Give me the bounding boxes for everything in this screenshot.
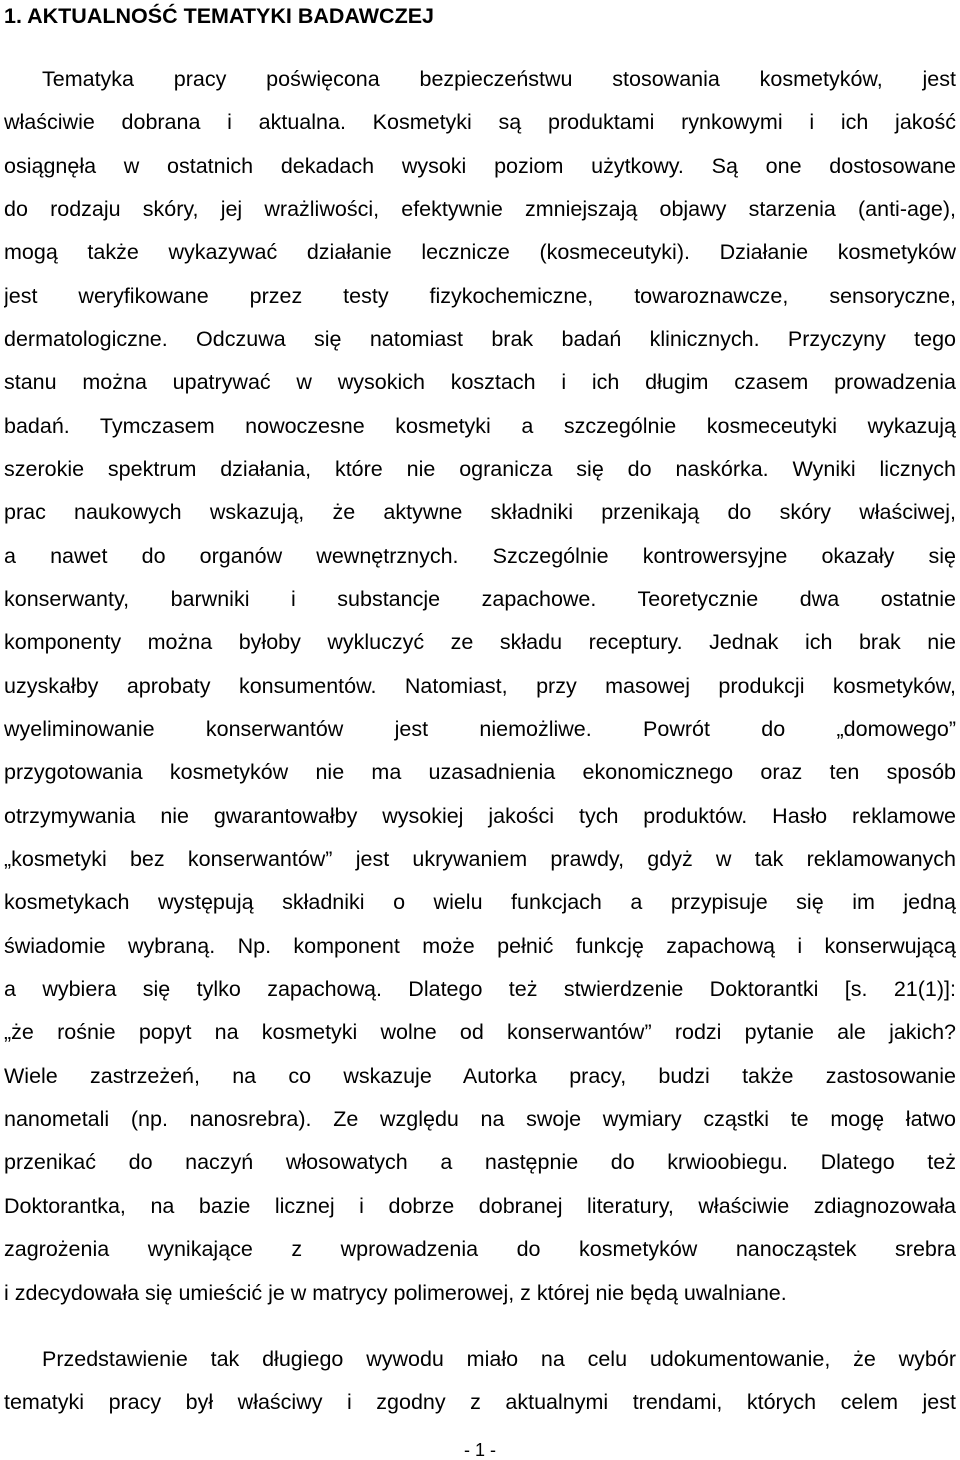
page-number: - 1 - bbox=[463, 1440, 496, 1460]
paragraph-line: Wiele zastrzeżeń, na co wskazuje Autorka pracy, budzi także zastosowanie bbox=[4, 1064, 956, 1088]
paragraph-line: Doktorantka, na bazie licznej i dobrze dobranej literatury, właściwie zdiagnozowała bbox=[4, 1194, 956, 1218]
paragraph-line: otrzymywania nie gwarantowałby wysokiej jakości tych produktów. Hasło reklamowe bbox=[4, 804, 956, 828]
paragraph-line: właściwie dobrana i aktualna. Kosmetyki są produktami rynkowymi i ich jakość bbox=[4, 110, 956, 134]
paragraph-line: uzyskałby aprobaty konsumentów. Natomiast, przy masowej produkcji kosmetyków, bbox=[4, 674, 956, 698]
paragraph-line: a nawet do organów wewnętrznych. Szczególnie kontrowersyjne okazały się bbox=[4, 544, 956, 568]
paragraph-line: Tematyka pracy poświęcona bezpieczeństwu stosowania kosmetyków, jest bbox=[42, 67, 956, 91]
paragraph-line: Przedstawienie tak długiego wywodu miało na celu udokumentowanie, że wybór bbox=[42, 1347, 956, 1371]
paragraph-line: nanometali (np. nanosrebra). Ze względu na swoje wymiary cząstki te mogę łatwo bbox=[4, 1107, 956, 1131]
paragraph-line: wyeliminowanie konserwantów jest niemożliwe. Powrót do „domowego” bbox=[4, 717, 956, 741]
paragraph-line: „że rośnie popyt na kosmetyki wolne od konserwantów” rodzi pytanie ale jakich? bbox=[4, 1020, 956, 1044]
paragraph-line: „kosmetyki bez konserwantów” jest ukrywaniem prawdy, gdyż w tak reklamowanych bbox=[4, 847, 956, 871]
paragraph-line: stanu można upatrywać w wysokich kosztach i ich długim czasem prowadzenia bbox=[4, 370, 956, 394]
paragraph-line: konserwanty, barwniki i substancje zapachowe. Teoretycznie dwa ostatnie bbox=[4, 587, 956, 611]
paragraph-line: dermatologiczne. Odczuwa się natomiast brak badań klinicznych. Przyczyny tego bbox=[4, 327, 956, 351]
paragraph-line: jest weryfikowane przez testy fizykochemiczne, towaroznawcze, sensoryczne, bbox=[4, 284, 956, 308]
paragraph-line: przenikać do naczyń włosowatych a następnie do krwioobiegu. Dlatego też bbox=[4, 1150, 956, 1174]
paragraph-line: szerokie spektrum działania, które nie ogranicza się do naskórka. Wyniki licznych bbox=[4, 457, 956, 481]
paragraph-line: osiągnęła w ostatnich dekadach wysoki poziom użytkowy. Są one dostosowane bbox=[4, 154, 956, 178]
paragraph-line: do rodzaju skóry, jej wrażliwości, efektywnie zmniejszają objawy starzenia (anti-age), bbox=[4, 197, 956, 221]
paragraph-line: tematyki pracy był właściwy i zgodny z aktualnymi trendami, których celem jest bbox=[4, 1390, 956, 1414]
paragraph-line: prac naukowych wskazują, że aktywne składniki przenikają do skóry właściwej, bbox=[4, 500, 956, 524]
paragraph-line: przygotowania kosmetyków nie ma uzasadnienia ekonomicznego oraz ten sposób bbox=[4, 760, 956, 784]
paragraph-line: komponenty można byłoby wykluczyć ze składu receptury. Jednak ich brak nie bbox=[4, 630, 956, 654]
paragraph-line: a wybiera się tylko zapachową. Dlatego też stwierdzenie Doktorantki [s. 21(1)]: bbox=[4, 977, 956, 1001]
paragraph-line: badań. Tymczasem nowoczesne kosmetyki a szczególnie kosmeceutyki wykazują bbox=[4, 414, 956, 438]
section-heading: 1. AKTUALNOŚĆ TEMATYKI BADAWCZEJ bbox=[4, 4, 434, 28]
paragraph-line: mogą także wykazywać działanie lecznicze (kosmeceutyki). Działanie kosmetyków bbox=[4, 240, 956, 264]
paragraph-line: kosmetykach występują składniki o wielu funkcjach a przypisuje się im jedną bbox=[4, 890, 956, 914]
paragraph-line: i zdecydowała się umieścić je w matrycy polimerowej, z której nie będą uwalniane. bbox=[4, 1281, 787, 1305]
paragraph-line: zagrożenia wynikające z wprowadzenia do kosmetyków nanocząstek srebra bbox=[4, 1237, 956, 1261]
paragraph-line: świadomie wybraną. Np. komponent może pełnić funkcję zapachową i konserwującą bbox=[4, 934, 956, 958]
